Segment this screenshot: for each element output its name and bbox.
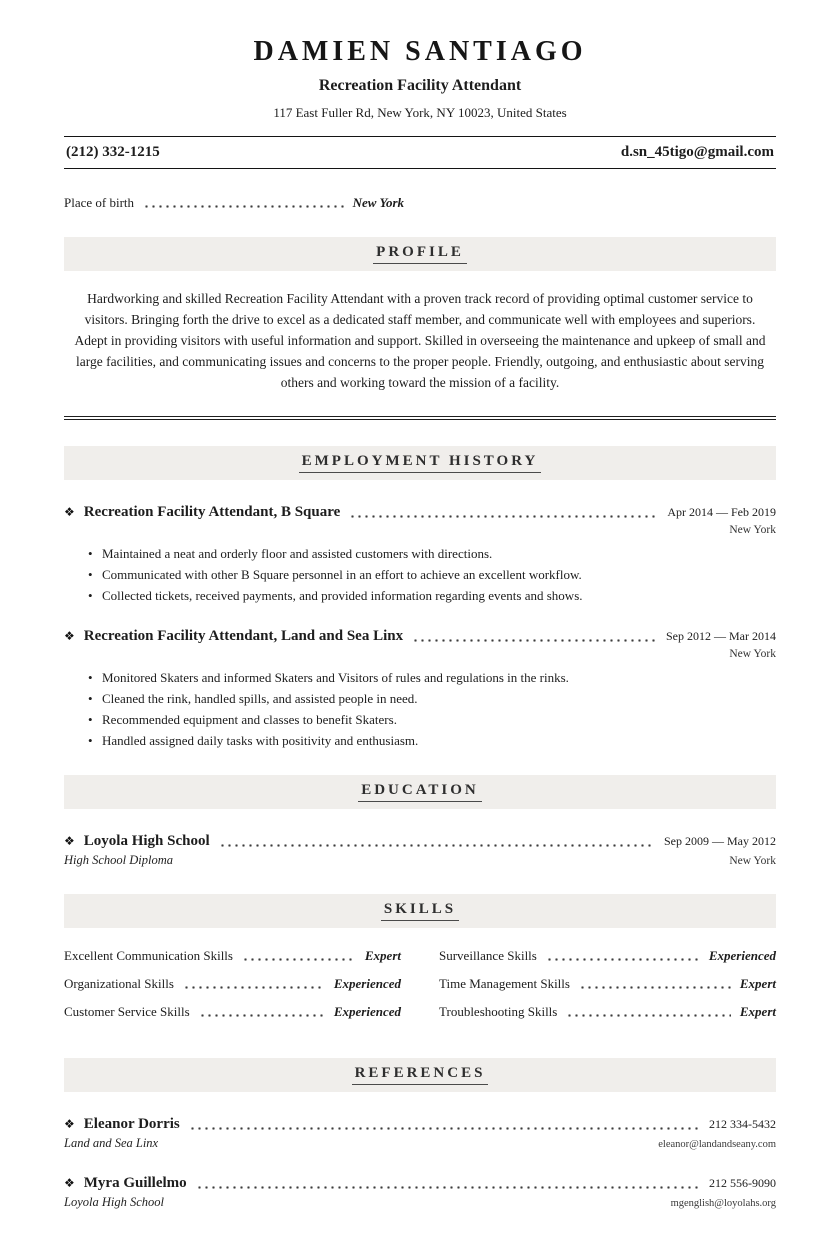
dotted-leader — [546, 958, 700, 961]
reference-entry — [64, 1175, 776, 1210]
skills-grid — [64, 948, 776, 1032]
dotted-leader — [143, 205, 344, 208]
reference-entry-subrow — [64, 1136, 776, 1151]
reference-entry-header — [64, 1116, 776, 1133]
candidate-job-title: Recreation Facility Attendant — [318, 77, 522, 94]
skill-row — [64, 948, 401, 964]
reference-phone: 212 556-9090 — [709, 1175, 776, 1190]
skill-name: Customer Service Skills — [64, 1003, 190, 1019]
employment-entry — [64, 504, 776, 604]
job-dates: Apr 2014 — Feb 2019 — [667, 504, 776, 519]
dotted-leader — [183, 986, 325, 989]
section-title-references: REFERENCES — [352, 1065, 489, 1085]
place-of-birth-value: New York — [352, 195, 404, 210]
skill-name: Excellent Communication Skills — [64, 947, 233, 963]
skill-level: Experienced — [333, 1003, 401, 1019]
skill-level: Expert — [739, 975, 776, 991]
employment-entry-subrow — [64, 648, 776, 660]
skill-row — [64, 1004, 401, 1020]
skill-name: Troubleshooting Skills — [439, 1003, 558, 1019]
job-bullet-list — [64, 546, 776, 604]
skill-name: Surveillance Skills — [439, 947, 537, 963]
section-header-employment — [64, 446, 776, 480]
skill-row — [64, 976, 401, 992]
job-bullet: • Maintained a neat and orderly floor and assisted customers with directions. — [88, 546, 776, 562]
employment-entry-subrow — [64, 524, 776, 536]
job-bullet: • Cleaned the rink, handled spills, and assisted people in need. — [88, 691, 776, 707]
dotted-leader — [566, 1014, 731, 1017]
reference-entry-subrow — [64, 1195, 776, 1210]
dotted-leader — [349, 515, 658, 518]
degree-name: High School Diploma — [64, 852, 174, 867]
job-bullet-list — [64, 670, 776, 749]
reference-email: eleanor@landandseany.com — [658, 1138, 776, 1150]
reference-name: Eleanor Dorris — [83, 1115, 180, 1132]
candidate-email: d.sn_45tigo@gmail.com — [620, 144, 774, 160]
education-entry-subrow — [64, 853, 776, 868]
section-header-skills — [64, 894, 776, 928]
skill-row — [439, 1004, 776, 1020]
candidate-name: DAMIEN SANTIAGO — [253, 36, 587, 67]
section-title-profile: PROFILE — [373, 244, 467, 264]
section-header-education — [64, 775, 776, 809]
dotted-leader — [199, 1014, 325, 1017]
employment-entry-header — [64, 504, 776, 521]
skill-row — [439, 976, 776, 992]
employment-entry — [64, 628, 776, 749]
job-bullet: • Communicated with other B Square personnel in an effort to achieve an excellent workflow. — [88, 567, 776, 583]
job-bullet: • Recommended equipment and classes to benefit Skaters. — [88, 712, 776, 728]
candidate-address: 117 East Fuller Rd, New York, NY 10023, United States — [273, 105, 567, 120]
skill-name: Organizational Skills — [64, 975, 174, 991]
reference-phone: 212 334-5432 — [709, 1116, 776, 1131]
skill-level: Expert — [364, 947, 401, 963]
contact-band — [64, 136, 776, 169]
job-bullet: • Collected tickets, received payments, and provided information regarding events and shows. — [88, 588, 776, 604]
dotted-leader — [242, 958, 356, 961]
skill-level: Experienced — [333, 975, 401, 991]
job-location: New York — [729, 647, 776, 660]
skill-name: Time Management Skills — [439, 975, 570, 991]
double-divider — [64, 416, 776, 420]
job-dates: Sep 2012 — Mar 2014 — [666, 628, 776, 643]
job-bullet: • Handled assigned daily tasks with positivity and enthusiasm. — [88, 733, 776, 749]
employment-entry-header — [64, 628, 776, 645]
reference-company: Land and Sea Linx — [64, 1135, 159, 1150]
diamond-icon: ❖ — [64, 504, 75, 519]
job-position: Recreation Facility Attendant, B Square — [83, 503, 341, 520]
reference-entry — [64, 1116, 776, 1151]
diamond-icon: ❖ — [64, 1175, 75, 1190]
diamond-icon: ❖ — [64, 628, 75, 643]
dotted-leader — [189, 1127, 700, 1130]
dotted-leader — [219, 844, 655, 847]
education-location: New York — [729, 854, 776, 867]
place-of-birth-label: Place of birth — [64, 195, 135, 210]
diamond-icon: ❖ — [64, 833, 75, 848]
reference-email: mgenglish@loyolahs.org — [670, 1197, 776, 1209]
reference-company: Loyola High School — [64, 1194, 164, 1209]
job-bullet: • Monitored Skaters and informed Skaters and Visitors of rules and regulations in the rinks. — [88, 670, 776, 686]
dotted-leader — [196, 1186, 700, 1189]
school-name: Loyola High School — [83, 832, 210, 849]
diamond-icon: ❖ — [64, 1116, 75, 1131]
skill-level: Experienced — [708, 947, 776, 963]
profile-summary: Hardworking and skilled Recreation Facility Attendant with a proven track record of providing optimal customer service to visitors. Bringing forth the drive to excel as a dedicated staff member, and communicate well with employees and superiors. Adept in providing visitors with useful information and support. Skilled in overseeing the maintenance and upkeep of small and large facilities, and communicating issues and concerns to the proper people. Friendly, outgoing, and enthusiastic about serving others and working toward the mission of a facility. — [74, 291, 766, 390]
skill-level: Expert — [739, 1003, 776, 1019]
dotted-leader — [579, 986, 731, 989]
education-dates: Sep 2009 — May 2012 — [664, 833, 776, 848]
reference-entry-header — [64, 1175, 776, 1192]
skill-row — [439, 948, 776, 964]
education-entry — [64, 833, 776, 868]
reference-name: Myra Guillelmo — [83, 1174, 187, 1191]
section-header-profile — [64, 237, 776, 271]
job-position: Recreation Facility Attendant, Land and Sea Linx — [83, 627, 404, 644]
education-entry-header — [64, 833, 776, 850]
candidate-phone: (212) 332-1215 — [66, 144, 160, 160]
section-header-references — [64, 1058, 776, 1092]
dotted-leader — [412, 639, 657, 642]
section-title-education: EDUCATION — [358, 782, 482, 802]
section-title-skills: SKILLS — [381, 901, 459, 921]
job-location: New York — [729, 523, 776, 536]
section-title-employment: EMPLOYMENT HISTORY — [299, 453, 542, 473]
place-of-birth-row — [64, 195, 404, 211]
